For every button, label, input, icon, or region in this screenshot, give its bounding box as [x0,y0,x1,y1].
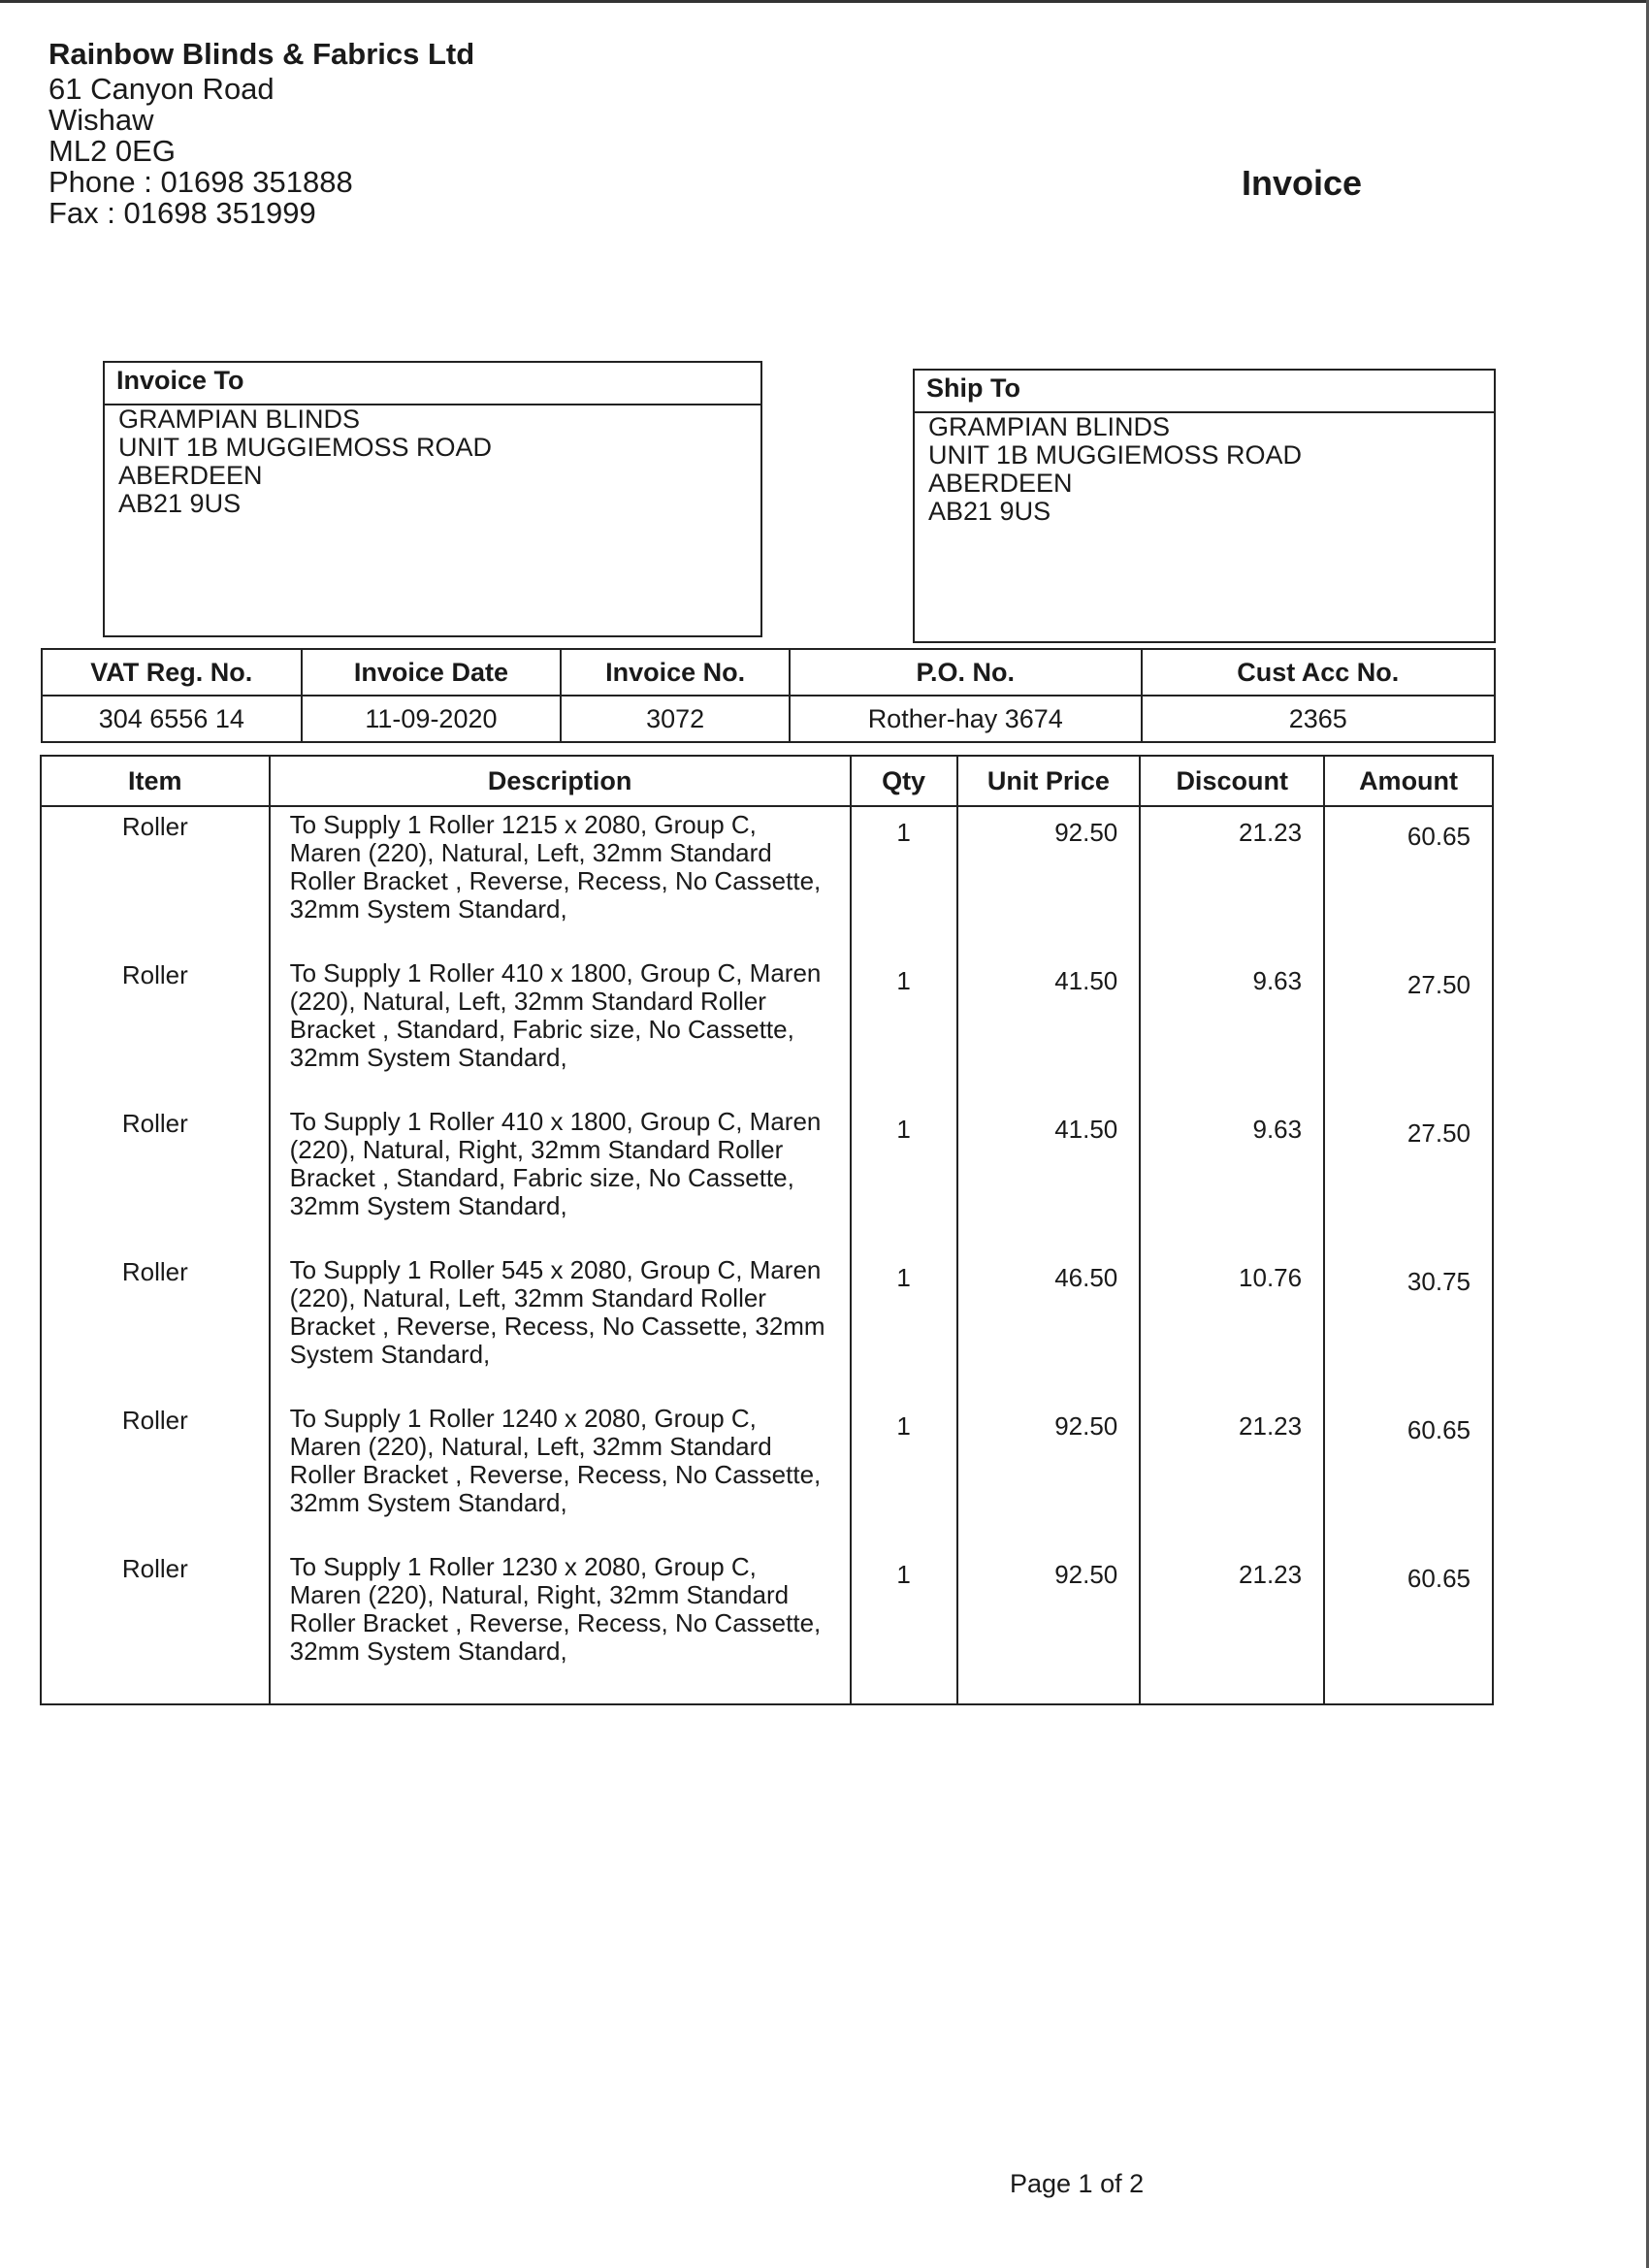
description-line: 32mm System Standard, [289,894,567,923]
qty-col-header: Qty [851,756,957,806]
company-fax: Fax : 01698 351999 [48,196,316,230]
description-cell [270,1549,851,1698]
address-line: GRAMPIAN BLINDS [928,412,1171,441]
invoice-info-table [41,648,1496,743]
filler-cell [1324,1698,1493,1704]
company-phone: Phone : 01698 351888 [48,165,353,199]
unit-price-col-header: Unit Price [957,756,1141,806]
filler-cell [851,1698,957,1704]
filler-cell [270,1698,851,1704]
item-cell: Roller [41,956,270,1104]
table-filler-row [41,1698,1493,1704]
unit-price-cell: 92.50 [957,806,1141,956]
description-line: To Supply 1 Roller 1230 x 2080, Group C, [289,1552,757,1581]
unit-price-cell: 41.50 [957,1104,1141,1252]
discount-cell: 10.76 [1140,1252,1324,1401]
qty-cell: 1 [851,1104,957,1252]
table-row [41,806,1493,956]
description-line: 32mm System Standard, [289,1043,567,1072]
discount-col-header: Discount [1140,756,1324,806]
unit-price-cell: 46.50 [957,1252,1141,1401]
table-row [41,956,1493,1104]
description-line: To Supply 1 Roller 410 x 1800, Group C, Maren [289,1107,822,1136]
invoice-number-value: 3072 [561,696,790,742]
unit-price-cell: 92.50 [957,1549,1141,1698]
description-cell [270,1104,851,1252]
description-line: Maren (220), Natural, Left, 32mm Standard [289,1432,772,1461]
company-address-line: 61 Canyon Road [48,72,275,106]
address-line: ABERDEEN [928,469,1073,498]
description-cell [270,1252,851,1401]
description-line: (220), Natural, Left, 32mm Standard Roller [289,1283,766,1312]
item-cell: Roller [41,1549,270,1698]
company-address-line: Wishaw [48,103,154,137]
qty-cell: 1 [851,806,957,956]
description-line: 32mm System Standard, [289,1488,567,1517]
table-row [41,1401,1493,1549]
qty-cell: 1 [851,1252,957,1401]
ship-to-address [915,413,1494,526]
item-col-header: Item [41,756,270,806]
cust-acc-header: Cust Acc No. [1142,649,1495,696]
invoice-number-header: Invoice No. [561,649,790,696]
po-number-value: Rother-hay 3674 [790,696,1142,742]
vat-reg-header: VAT Reg. No. [42,649,302,696]
company-address-line: ML2 0EG [48,134,176,168]
scan-edge-top [0,0,1649,3]
qty-cell: 1 [851,1401,957,1549]
amount-cell: 27.50 [1324,1104,1493,1252]
item-cell: Roller [41,806,270,956]
amount-cell: 27.50 [1324,956,1493,1104]
address-line: AB21 9US [118,489,242,518]
cust-acc-value: 2365 [1142,696,1495,742]
description-line: To Supply 1 Roller 1240 x 2080, Group C, [289,1404,757,1433]
unit-price-cell: 92.50 [957,1401,1141,1549]
amount-cell: 30.75 [1324,1252,1493,1401]
description-line: Maren (220), Natural, Left, 32mm Standard [289,838,772,867]
description-line: Bracket , Reverse, Recess, No Cassette, 32mm [289,1312,825,1341]
description-cell [270,956,851,1104]
description-col-header: Description [270,756,851,806]
description-cell [270,1401,851,1549]
filler-cell [957,1698,1141,1704]
amount-cell: 60.65 [1324,1401,1493,1549]
description-line: (220), Natural, Right, 32mm Standard Roller [289,1135,784,1164]
amount-cell: 60.65 [1324,1549,1493,1698]
table-row [41,1104,1493,1252]
address-line: GRAMPIAN BLINDS [118,405,361,434]
invoice-to-label: Invoice To [105,363,760,405]
discount-cell: 9.63 [1140,1104,1324,1252]
item-cell: Roller [41,1252,270,1401]
amount-col-header: Amount [1324,756,1493,806]
address-line: AB21 9US [928,497,1051,526]
invoice-to-address [105,405,760,518]
address-line: UNIT 1B MUGGIEMOSS ROAD [118,433,493,462]
table-row [41,1252,1493,1401]
description-line: Roller Bracket , Reverse, Recess, No Cassette, [289,1460,822,1489]
invoice-date-value: 11-09-2020 [302,696,562,742]
address-line: ABERDEEN [118,461,263,490]
amount-cell: 60.65 [1324,806,1493,956]
unit-price-cell: 41.50 [957,956,1141,1104]
filler-cell [41,1698,270,1704]
item-cell: Roller [41,1104,270,1252]
ship-to-box [913,369,1496,643]
description-line: To Supply 1 Roller 1215 x 2080, Group C, [289,810,757,839]
vat-reg-value: 304 6556 14 [42,696,302,742]
description-line: 32mm System Standard, [289,1636,567,1666]
description-line: Bracket , Standard, Fabric size, No Cassette, [289,1015,794,1044]
discount-cell: 21.23 [1140,1401,1324,1549]
address-line: UNIT 1B MUGGIEMOSS ROAD [928,440,1303,470]
po-number-header: P.O. No. [790,649,1142,696]
discount-cell: 21.23 [1140,806,1324,956]
description-line: Bracket , Standard, Fabric size, No Cassette, [289,1163,794,1192]
description-line: Maren (220), Natural, Right, 32mm Standard [289,1580,790,1609]
description-line: (220), Natural, Left, 32mm Standard Roller [289,987,766,1016]
discount-cell: 9.63 [1140,956,1324,1104]
table-row [41,1549,1493,1698]
invoice-date-header: Invoice Date [302,649,562,696]
description-line: 32mm System Standard, [289,1191,567,1220]
description-cell [270,806,851,956]
page-number: Page 1 of 2 [1010,2169,1145,2198]
company-name: Rainbow Blinds & Fabrics Ltd [48,37,475,71]
filler-cell [1140,1698,1324,1704]
qty-cell: 1 [851,1549,957,1698]
invoice-to-box [103,361,762,637]
description-line: To Supply 1 Roller 410 x 1800, Group C, Maren [289,958,822,988]
document-title: Invoice [1242,163,1363,203]
item-cell: Roller [41,1401,270,1549]
company-header [48,39,474,229]
qty-cell: 1 [851,956,957,1104]
description-line: To Supply 1 Roller 545 x 2080, Group C, Maren [289,1255,822,1284]
discount-cell: 21.23 [1140,1549,1324,1698]
description-line: Roller Bracket , Reverse, Recess, No Cassette, [289,1608,822,1637]
description-line: System Standard, [289,1340,491,1369]
ship-to-label: Ship To [915,371,1494,413]
line-items-table [40,755,1494,1705]
description-line: Roller Bracket , Reverse, Recess, No Cassette, [289,866,822,895]
